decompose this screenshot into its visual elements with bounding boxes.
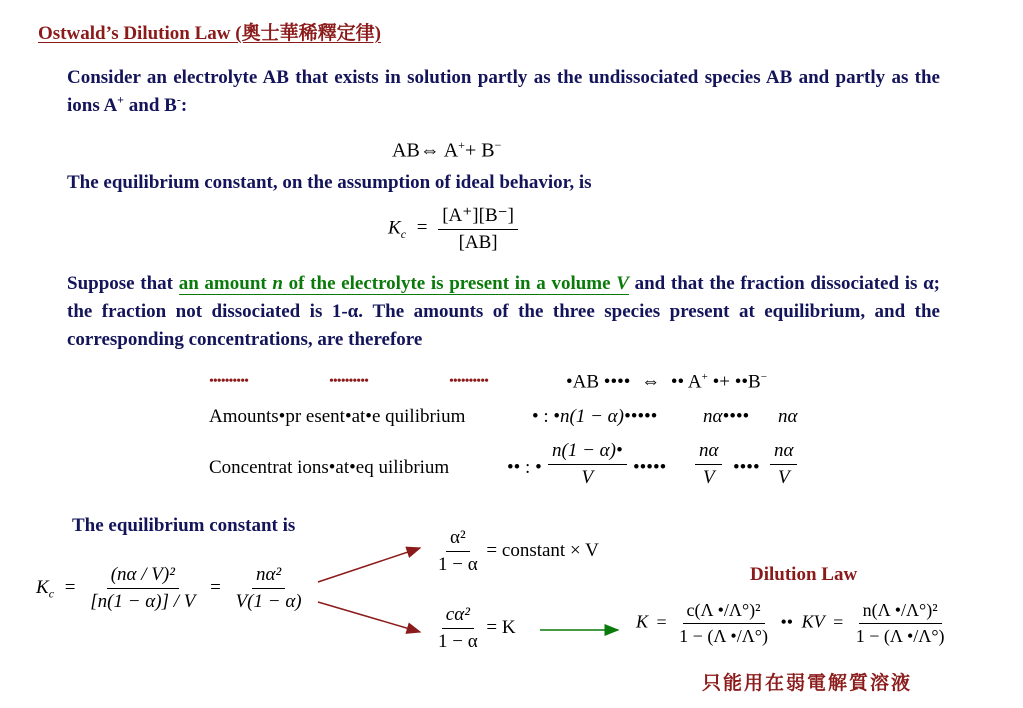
kc-full-f1-den: [n(1 − α)] / V xyxy=(90,591,196,612)
kc-full-f1-num: (nα / V)² xyxy=(107,564,179,589)
amounts-label: Amounts•pr esent•at•e quilibrium xyxy=(209,406,466,427)
lower-num: cα² xyxy=(442,604,474,629)
header-a: •• A xyxy=(670,371,702,393)
conc-a-numerator: nα xyxy=(695,440,722,465)
conc-ab-numerator: n(1 − α)• xyxy=(548,440,627,465)
cation: A xyxy=(443,139,459,162)
placeholder-dots-1: •••••••••• xyxy=(209,374,249,389)
equilibrium-paragraph: The equilibrium constant, on the assumption of ideal behavior, is xyxy=(67,172,592,193)
dilution-eq: = xyxy=(656,611,667,632)
kc-symbol: K xyxy=(388,217,401,239)
kc-full-subscript: c xyxy=(48,586,55,601)
k-equation xyxy=(434,604,516,653)
dilution-f1-den: 1 − (Λ •/Λ°) xyxy=(679,626,768,646)
concentrations-label: Concentrat ions•at•eq uilibrium xyxy=(209,457,450,478)
kc-denominator: [AB] xyxy=(458,232,498,253)
cation-superscript: + xyxy=(458,138,465,152)
highlight-b: of the electrolyte is present in a volume xyxy=(282,273,617,294)
upper-den: 1 − α xyxy=(438,554,478,575)
amounts-ab: n(1 − α)••••• xyxy=(560,406,658,427)
kc-full-eq1: = xyxy=(64,576,76,598)
arrow-to-k xyxy=(318,602,420,632)
weak-electrolyte-note: 只能用在弱電解質溶液 xyxy=(702,673,913,694)
reactant: AB xyxy=(392,139,420,162)
upper-rhs: = constant × V xyxy=(486,539,599,561)
conc-b-numerator: nα xyxy=(770,440,797,465)
header-arrow: ⇔ xyxy=(641,371,661,393)
lower-rhs: = K xyxy=(486,616,516,638)
amounts-colon: • : • xyxy=(532,406,561,427)
constant-times-v-equation xyxy=(434,527,599,576)
header-plus: •+ •• xyxy=(712,371,749,393)
kc-numerator: [A⁺][B⁻] xyxy=(438,204,518,230)
lower-fraction xyxy=(434,604,482,653)
amounts-a: nα•••• xyxy=(703,406,750,427)
placeholder-dots-3: •••••••••• xyxy=(449,374,489,389)
page-title: Ostwald’s Dilution Law (奧士華稀釋定律) xyxy=(38,23,381,44)
header-ab: •AB •••• xyxy=(566,371,631,393)
header-b-charge: − xyxy=(760,371,767,383)
anion: B xyxy=(481,139,495,162)
intro-text: Consider an electrolyte AB that exists in solution partly as the undissociated species AB and partly as the ions A xyxy=(67,67,940,116)
conc-a-tail: •••• xyxy=(733,457,760,478)
reaction-plus: + xyxy=(464,139,477,162)
highlight-a: an amount xyxy=(178,273,273,294)
highlight-n: n xyxy=(272,273,283,294)
dilution-fraction-2 xyxy=(852,600,949,647)
dilution-equation xyxy=(636,600,949,647)
anion-charge: - xyxy=(176,92,181,107)
amount-end: and that the fraction dissociated is α; the fraction not dissociated is 1-α. The amounts of the three species present at equilibrium, and the corresponding concentrations, are therefore xyxy=(67,273,941,350)
kc-intro: The equilibrium constant is xyxy=(72,515,296,536)
cation-charge: + xyxy=(117,92,125,107)
dilution-separator: •• xyxy=(780,611,794,632)
header-a-charge: + xyxy=(701,371,708,383)
concentrations-colon: •• : • xyxy=(507,457,542,478)
arrow-to-constant xyxy=(318,548,420,582)
kc-full-symbol: K xyxy=(36,576,49,598)
kc-subscript: c xyxy=(400,227,407,242)
upper-fraction xyxy=(434,527,482,576)
dilution-k: K xyxy=(636,611,649,632)
amount-start: Suppose that xyxy=(67,273,179,294)
dilution-law-label: Dilution Law xyxy=(750,564,858,585)
dilution-f1-num: c(Λ •/Λ°)² xyxy=(683,600,765,624)
kc-full-f2-num: nα² xyxy=(252,564,285,589)
anion-superscript: − xyxy=(494,138,502,152)
conc-ab-denominator: V xyxy=(581,467,594,488)
kc-full-eq2: = xyxy=(210,576,221,598)
intro-mid: and B xyxy=(124,95,177,116)
upper-num: α² xyxy=(446,527,470,552)
dilution-f2-num: n(Λ •/Λ°)² xyxy=(859,600,942,624)
dilution-eq2: = xyxy=(833,611,844,632)
header-b: B xyxy=(748,371,761,393)
kc-equals: = xyxy=(416,217,428,239)
placeholder-dots-2: •••••••••• xyxy=(329,374,369,389)
conc-b-denominator: V xyxy=(777,467,790,488)
dilution-f2-den: 1 − (Λ •/Λ°) xyxy=(855,626,945,646)
highlight-v: V xyxy=(616,273,629,294)
lower-den: 1 − α xyxy=(438,631,478,652)
dilution-kv: KV xyxy=(801,611,825,632)
amounts-b: nα xyxy=(778,406,798,427)
dilution-fraction-1 xyxy=(675,600,772,647)
kc-full-f2-den: V(1 − α) xyxy=(235,591,302,612)
conc-ab-tail: ••••• xyxy=(633,457,667,478)
conc-a-denominator: V xyxy=(702,467,715,488)
intro-end: : xyxy=(180,95,188,116)
equilibrium-arrow: ⇔ xyxy=(419,139,440,162)
